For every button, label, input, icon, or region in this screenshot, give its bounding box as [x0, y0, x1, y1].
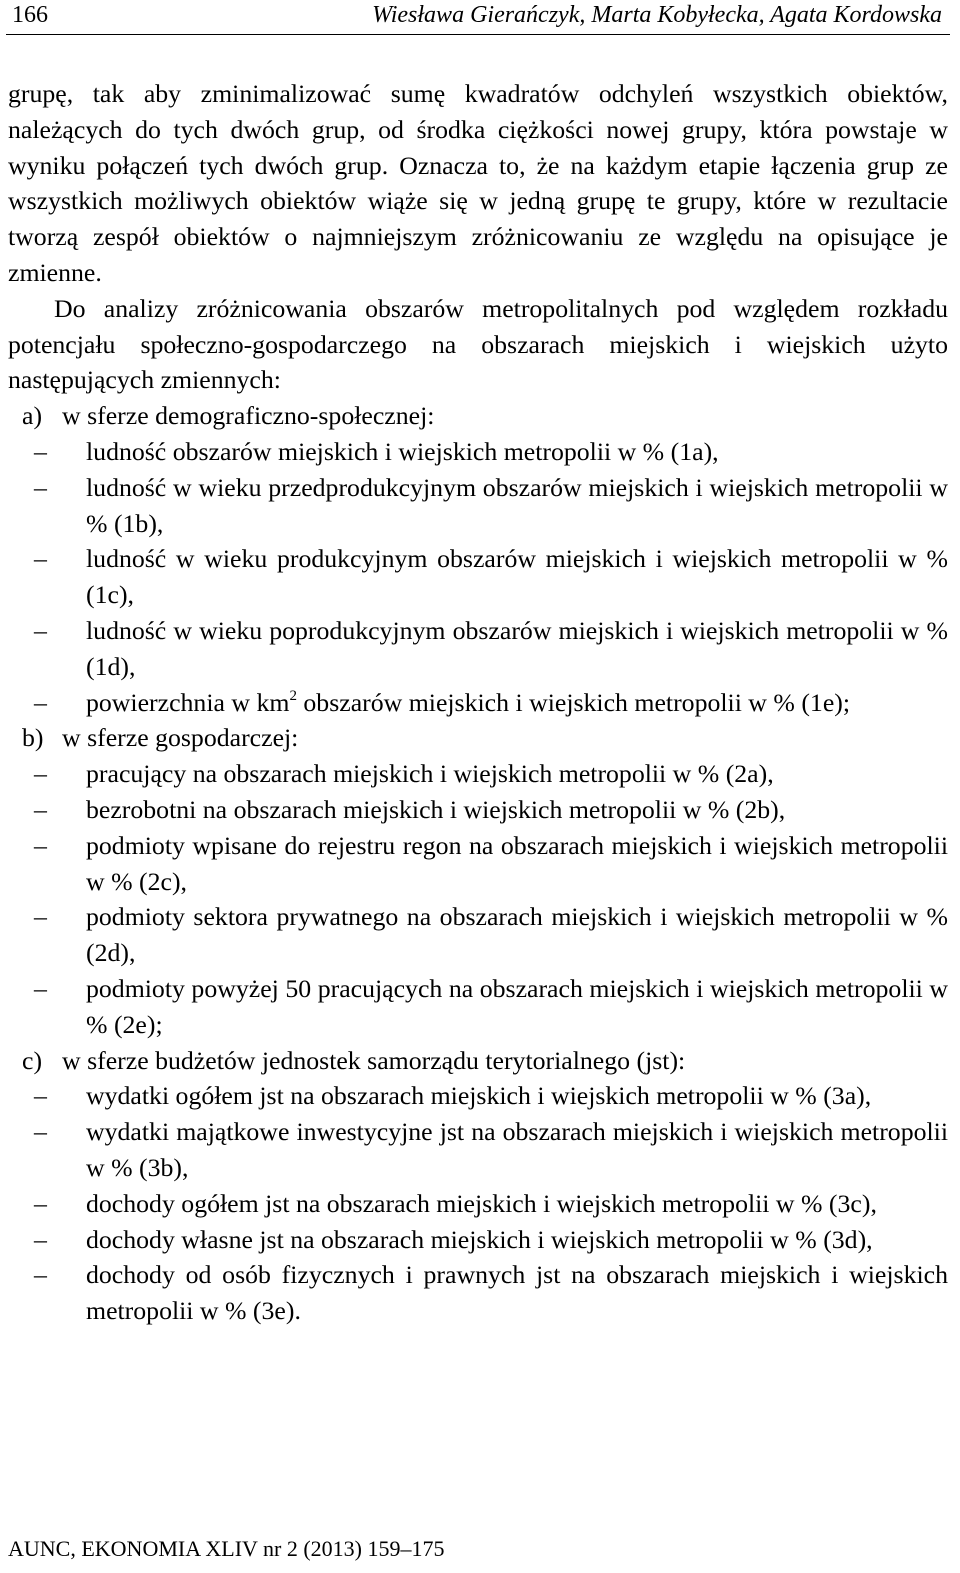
- list-item-text: ludność w wieku poprodukcyjnym obszarów miejskich i wiejskich metropolii w % (1d),: [86, 615, 948, 681]
- list-item: [32, 828, 948, 900]
- list-item: [32, 792, 948, 828]
- dash-marker: –: [34, 1260, 47, 1290]
- list-item-text: dochody własne jst na obszarach miejskich i wiejskich metropolii w % (3d),: [86, 1224, 873, 1254]
- section-title: w sferze budżetów jednostek samorządu terytorialnego (jst):: [62, 1045, 686, 1075]
- list-item-text-after: obszarów miejskich i wiejskich metropolii w % (1e);: [296, 687, 851, 717]
- paragraph-continuation: grupę, tak aby zminimalizować sumę kwadratów odchyleń wszystkich obiektów, należących do tych dwóch grup, od środka ciężkości nowej grupy, która powstaje w wyniku połączeń tych dwóch grup. Oznacza to, że na każdym etapie łączenia grup ze wszystkich możliwych obiektów wiąże się w jedną grupę te grupy, które w rezultacie tworzą zespół obiektów o najmniejszym zróżnicowaniu ze względu na opisujące je zmienne.: [8, 79, 948, 287]
- dash-marker: –: [34, 1081, 47, 1111]
- list-item: [32, 971, 948, 1043]
- page-header: [6, 0, 950, 35]
- dash-marker: –: [34, 759, 47, 789]
- dash-marker: –: [34, 794, 47, 824]
- section-a-list: [32, 434, 948, 720]
- paragraph-variables-intro: Do analizy zróżnicowania obszarów metropolitalnych pod względem rozkładu potencjału społeczno-gospodarczego na obszarach miejskich i wiejskich użyto następujących zmiennych:: [8, 293, 948, 395]
- section-b-list: [32, 756, 948, 1042]
- list-item: [32, 756, 948, 792]
- section-marker: b): [22, 723, 44, 753]
- list-item-text: podmioty wpisane do rejestru regon na obszarach miejskich i wiejskich metropolii w % (2c),: [86, 830, 948, 896]
- dash-marker: –: [34, 902, 47, 932]
- running-head-authors: Wiesława Gierańczyk, Marta Kobyłecka, Agata Kordowska: [372, 2, 942, 28]
- page-number: 166: [12, 2, 48, 28]
- list-item-text: podmioty powyżej 50 pracujących na obszarach miejskich i wiejskich metropolii w % (2e);: [86, 973, 948, 1039]
- journal-citation-footer: AUNC, EKONOMIA XLIV nr 2 (2013) 159–175: [8, 1536, 445, 1561]
- dash-marker: –: [34, 830, 47, 860]
- list-item: [32, 1078, 948, 1114]
- dash-marker: –: [34, 687, 47, 717]
- list-item-text: ludność w wieku przedprodukcyjnym obszarów miejskich i wiejskich metropolii w % (1b),: [86, 472, 948, 538]
- list-item: [32, 541, 948, 613]
- list-item-text: pracujący na obszarach miejskich i wiejskich metropolii w % (2a),: [86, 759, 774, 789]
- dash-marker: –: [34, 1224, 47, 1254]
- list-item: [32, 613, 948, 685]
- list-item-text-before: powierzchnia w km: [86, 687, 290, 717]
- list-item: [32, 434, 948, 470]
- list-item: [32, 1186, 948, 1222]
- list-item: [32, 1114, 948, 1186]
- list-item: [32, 470, 948, 542]
- dash-marker: –: [34, 1117, 47, 1147]
- section-c-list: [32, 1078, 948, 1329]
- dash-marker: –: [34, 615, 47, 645]
- dash-marker: –: [34, 973, 47, 1003]
- list-item: [32, 1222, 948, 1258]
- dash-marker: –: [34, 472, 47, 502]
- section-b-heading: [8, 720, 948, 756]
- list-item: [32, 685, 948, 721]
- section-marker: a): [22, 401, 43, 431]
- list-item-text: wydatki majątkowe inwestycyjne jst na obszarach miejskich i wiejskich metropolii w % (3b),: [86, 1117, 948, 1182]
- superscript: 2: [289, 687, 297, 704]
- dash-marker: –: [34, 1188, 47, 1218]
- dash-marker: –: [34, 436, 47, 466]
- dash-marker: –: [34, 544, 47, 574]
- list-item-text: dochody ogółem jst na obszarach miejskich i wiejskich metropolii w % (3c),: [86, 1188, 877, 1218]
- section-title: w sferze demograficzno-społecznej:: [62, 401, 435, 431]
- body-text: [8, 76, 948, 1329]
- list-item: [32, 899, 948, 971]
- list-item-text: dochody od osób fizycznych i prawnych jst na obszarach miejskich i wiejskich metropolii w % (3e).: [86, 1260, 948, 1326]
- list-item-text: ludność w wieku produkcyjnym obszarów miejskich i wiejskich metropolii w % (1c),: [86, 544, 948, 610]
- list-item: [32, 1257, 948, 1329]
- list-item-text: wydatki ogółem jst na obszarach miejskich i wiejskich metropolii w % (3a),: [86, 1081, 872, 1111]
- list-item-text: ludność obszarów miejskich i wiejskich metropolii w % (1a),: [86, 436, 719, 466]
- section-marker: c): [22, 1045, 43, 1075]
- section-a-heading: [8, 398, 948, 434]
- list-item-text: podmioty sektora prywatnego na obszarach miejskich i wiejskich metropolii w % (2d),: [86, 902, 948, 968]
- list-item-text: bezrobotni na obszarach miejskich i wiejskich metropolii w % (2b),: [86, 794, 786, 824]
- section-title: w sferze gospodarczej:: [62, 723, 299, 753]
- section-c-heading: [8, 1043, 948, 1079]
